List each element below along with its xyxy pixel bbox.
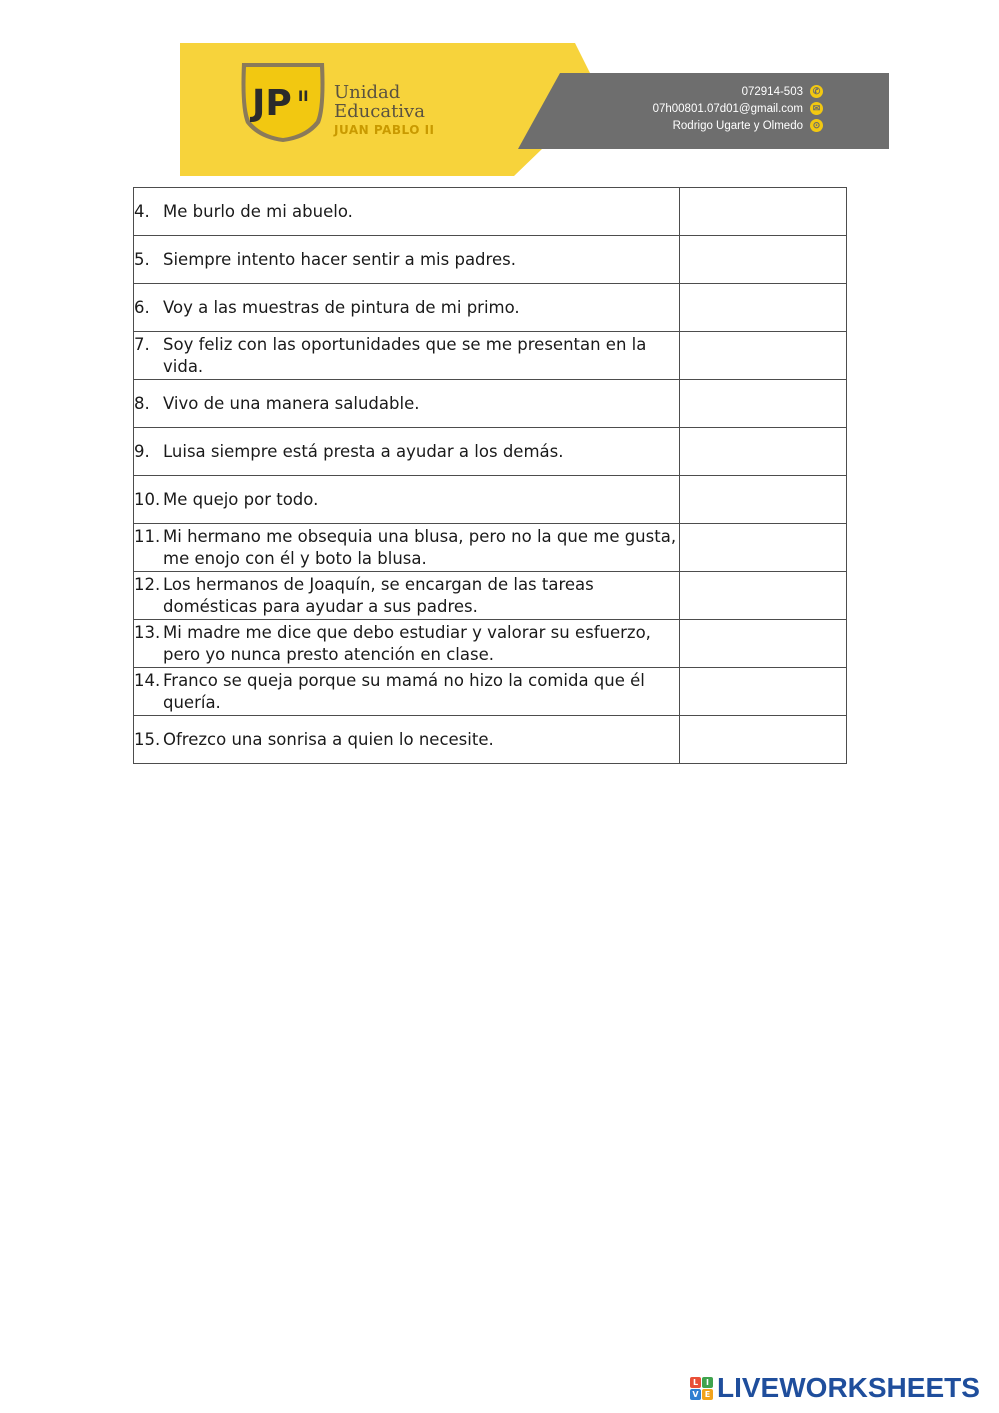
- liveworksheets-logo: [690, 1372, 980, 1404]
- statement-text: Siempre intento hacer sentir a mis padres.: [163, 249, 516, 269]
- answer-cell[interactable]: [680, 716, 847, 764]
- answer-cell[interactable]: [680, 284, 847, 332]
- statement-text: Luisa siempre está presta a ayudar a los demás.: [163, 441, 564, 461]
- contact-row: [653, 117, 823, 134]
- statements-table: [133, 187, 847, 764]
- answer-cell[interactable]: [680, 476, 847, 524]
- logo-square: I: [702, 1377, 713, 1388]
- table-row: [134, 524, 847, 572]
- answer-cell[interactable]: [680, 572, 847, 620]
- liveworksheets-squares-icon: [690, 1377, 713, 1400]
- statement-cell: [134, 284, 680, 332]
- statement-cell: [134, 524, 680, 572]
- contact-text: 07h00801.07d01@gmail.com: [652, 102, 803, 115]
- answer-cell[interactable]: [680, 524, 847, 572]
- school-name-line2: Educativa: [334, 101, 425, 122]
- table-row: [134, 332, 847, 380]
- statement-text: Mi hermano me obsequia una blusa, pero no la que me gusta, me enojo con él y boto la blusa.: [163, 526, 677, 568]
- answer-cell[interactable]: [680, 428, 847, 476]
- header-banner: [180, 43, 889, 176]
- statement-cell: [134, 236, 680, 284]
- statement-text: Mi madre me dice que debo estudiar y valorar su esfuerzo, pero yo nunca presto atención en clase.: [163, 622, 651, 664]
- statement-cell: [134, 428, 680, 476]
- statement-number: 12.: [134, 574, 161, 594]
- answer-cell[interactable]: [680, 380, 847, 428]
- table-row: [134, 620, 847, 668]
- svg-text:JP: JP: [252, 83, 292, 124]
- statement-number: 7.: [134, 334, 150, 354]
- logo-square: L: [690, 1377, 701, 1388]
- statement-number: 11.: [134, 526, 161, 546]
- statement-number: 15.: [134, 729, 161, 749]
- statement-cell: [134, 332, 680, 380]
- answer-cell[interactable]: [680, 188, 847, 236]
- answer-cell[interactable]: [680, 668, 847, 716]
- answer-cell[interactable]: [680, 620, 847, 668]
- contact-row: [653, 100, 823, 117]
- statement-cell: [134, 716, 680, 764]
- statement-text: Voy a las muestras de pintura de mi primo.: [163, 297, 520, 317]
- table-row: [134, 380, 847, 428]
- school-shield-icon: [242, 63, 325, 142]
- statement-text: Franco se queja porque su mamá no hizo la comida que él quería.: [163, 670, 645, 712]
- email-icon: ✉: [810, 102, 823, 115]
- school-name-line3: JUAN PABLO II: [334, 123, 435, 137]
- school-name-line1: Unidad: [334, 82, 401, 103]
- statement-cell: [134, 188, 680, 236]
- statement-text: Me burlo de mi abuelo.: [163, 201, 353, 221]
- statement-number: 14.: [134, 670, 161, 690]
- statement-number: 9.: [134, 441, 150, 461]
- contact-info: [653, 83, 823, 134]
- statement-number: 4.: [134, 201, 150, 221]
- logo-square: V: [690, 1389, 701, 1400]
- table-row: [134, 188, 847, 236]
- statement-cell: [134, 380, 680, 428]
- table-row: [134, 284, 847, 332]
- logo-square: E: [702, 1389, 713, 1400]
- table-row: [134, 572, 847, 620]
- statement-cell: [134, 476, 680, 524]
- statement-number: 13.: [134, 622, 161, 642]
- statement-text: Me quejo por todo.: [163, 489, 319, 509]
- answer-cell[interactable]: [680, 236, 847, 284]
- school-name: [334, 83, 435, 137]
- location-icon: ⊙: [810, 119, 823, 132]
- contact-text: 072914-503: [741, 85, 803, 98]
- contact-row: [653, 83, 823, 100]
- liveworksheets-brand: LIVEWORKSHEETS: [717, 1372, 980, 1403]
- svg-text:II: II: [298, 89, 309, 105]
- table-row: [134, 236, 847, 284]
- statement-number: 6.: [134, 297, 150, 317]
- statement-number: 8.: [134, 393, 150, 413]
- statement-cell: [134, 572, 680, 620]
- table-row: [134, 476, 847, 524]
- statement-number: 10.: [134, 489, 161, 509]
- table-row: [134, 428, 847, 476]
- statement-cell: [134, 620, 680, 668]
- statement-text: Los hermanos de Joaquín, se encargan de las tareas domésticas para ayudar a sus padres.: [163, 574, 594, 616]
- table-row: [134, 668, 847, 716]
- contact-text: Rodrigo Ugarte y Olmedo: [672, 119, 803, 132]
- answer-cell[interactable]: [680, 332, 847, 380]
- phone-icon: ✆: [810, 85, 823, 98]
- statement-cell: [134, 668, 680, 716]
- table-row: [134, 716, 847, 764]
- statement-text: Vivo de una manera saludable.: [163, 393, 420, 413]
- statement-text: Soy feliz con las oportunidades que se me presentan en la vida.: [163, 334, 647, 376]
- statement-number: 5.: [134, 249, 150, 269]
- statement-text: Ofrezco una sonrisa a quien lo necesite.: [163, 729, 494, 749]
